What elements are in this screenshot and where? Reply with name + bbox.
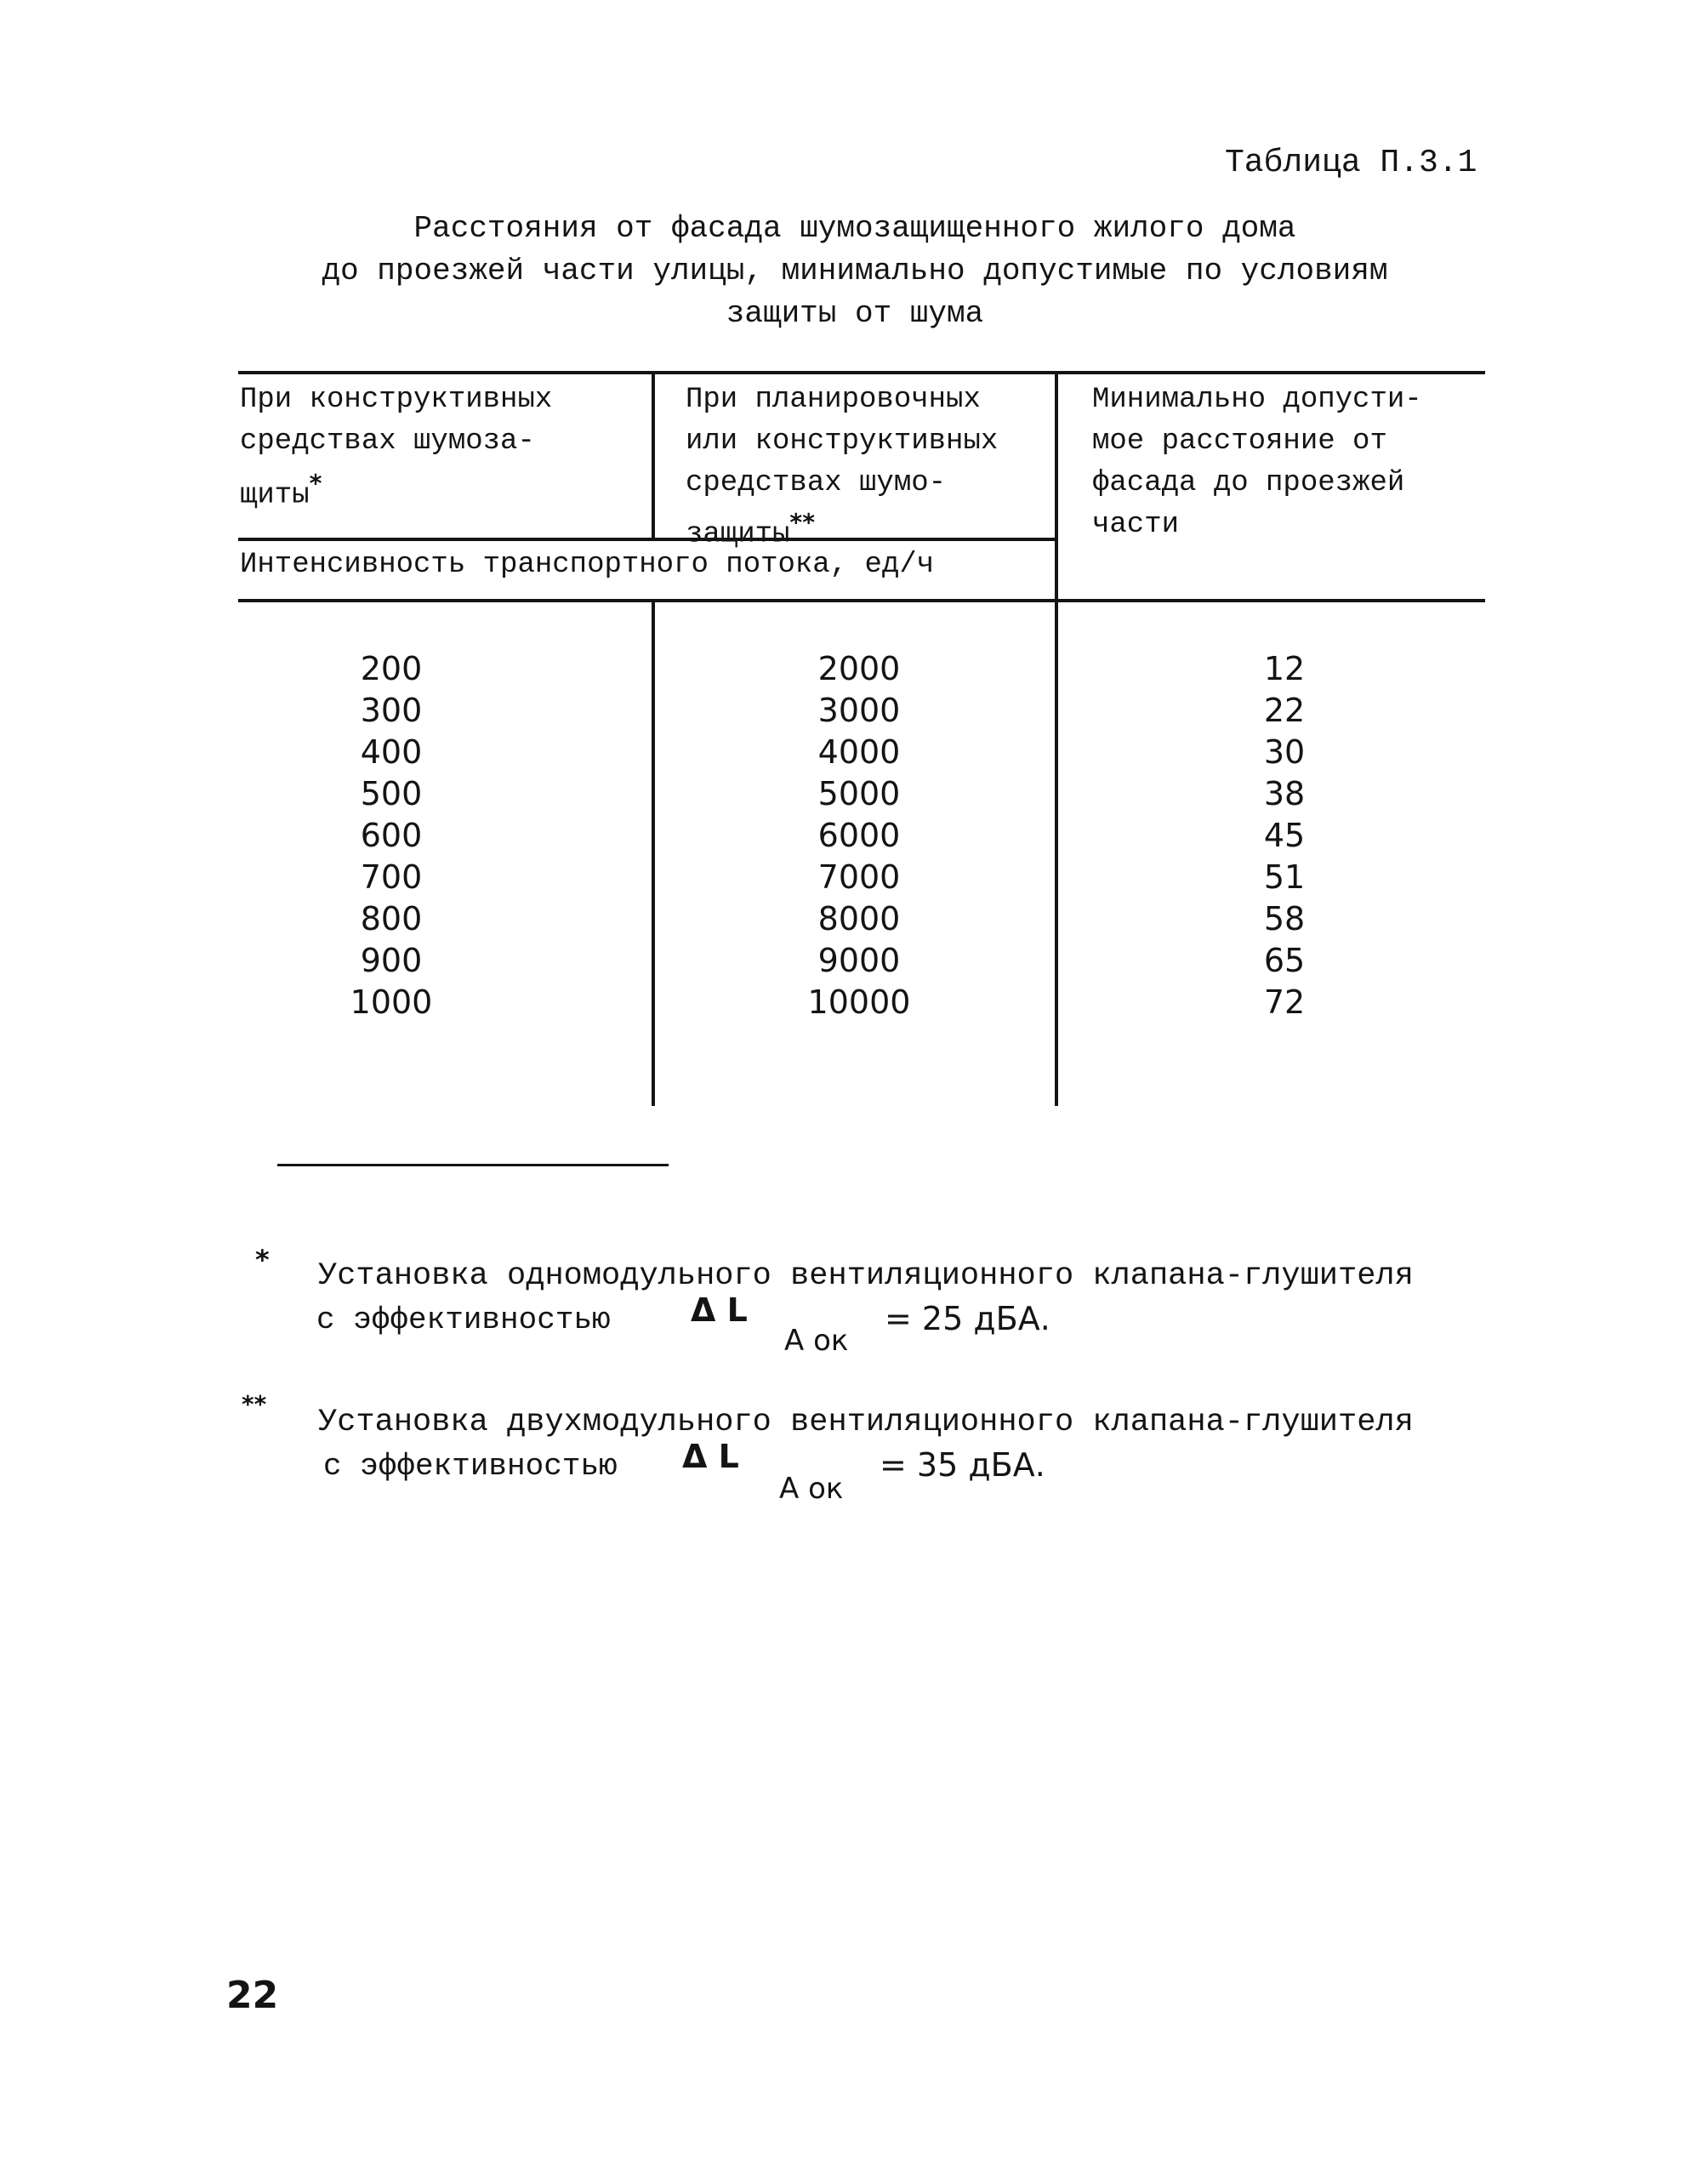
table-cell: 2000	[817, 650, 901, 687]
table-cell: 7000	[817, 858, 901, 896]
table-cell: 12	[1263, 650, 1306, 687]
table-title-line-3: защиты от шума	[726, 296, 984, 331]
table-cell: 45	[1263, 817, 1306, 854]
table-cell: 900	[360, 942, 423, 979]
table-cell: 51	[1263, 858, 1306, 896]
footnote-ref-2: **	[789, 509, 816, 537]
table-cell: 4000	[817, 733, 901, 771]
page-number: 22	[226, 1974, 279, 2017]
table-cell: 22	[1263, 692, 1306, 729]
footnote-1-value: = 25 дБА.	[885, 1300, 1050, 1337]
table-cell: 600	[360, 817, 423, 854]
table-header-bottom-rule	[238, 599, 1485, 602]
col2-header: При планировочных или конструктивных средствах шумо- защиты**	[686, 384, 999, 551]
footnote-2-mark: **	[242, 1390, 267, 1418]
col3-values	[1199, 648, 1369, 1023]
footnote-2-line-1: Установка двухмодульного вентиляционного клапана-глушителя	[318, 1405, 1414, 1440]
footnote-separator	[277, 1164, 669, 1166]
table-title-line-2: до проезжей части улицы, минимально допустимые по условиям	[322, 254, 1388, 288]
table-cell: 400	[360, 733, 423, 771]
table-cell: 58	[1263, 900, 1306, 938]
delta-l-symbol-1: Δ L	[691, 1291, 748, 1329]
table-cell: 65	[1263, 942, 1306, 979]
table-cell: 9000	[817, 942, 901, 979]
table-cell: 700	[360, 858, 423, 896]
table-cell: 300	[360, 692, 423, 729]
col1-header: При конструктивных средствах шумоза- щиты*	[240, 384, 553, 512]
footnote-2-value: = 35 дБА.	[880, 1446, 1045, 1484]
col2-values	[757, 648, 961, 1023]
table-title-line-1: Расстояния от фасада шумозащищенного жилого дома	[413, 211, 1296, 246]
table-top-rule	[238, 371, 1485, 374]
table-cell: 1000	[350, 983, 433, 1021]
table-cell: 8000	[817, 900, 901, 938]
subscript-2: А ок	[779, 1472, 844, 1506]
table-cell: 6000	[817, 817, 901, 854]
table-divider-head-1	[652, 371, 655, 538]
col3-header: Минимально допусти- мое расстояние от фасада до проезжей части	[1092, 384, 1422, 541]
footnote-1-mark: *	[255, 1244, 270, 1276]
table-cell: 5000	[817, 775, 901, 812]
table-cell: 72	[1263, 983, 1306, 1021]
traffic-intensity-subheader: Интенсивность транспортного потока, ед/ч	[240, 549, 935, 581]
table-cell: 3000	[817, 692, 901, 729]
table-divider-2	[1055, 371, 1058, 1106]
table-cell: 500	[360, 775, 423, 812]
footnote-2-prefix: с эффективностью	[323, 1449, 618, 1484]
footnote-1-line-1: Установка одномодульного вентиляционного клапана-глушителя	[318, 1258, 1414, 1294]
delta-l-symbol-2: Δ L	[682, 1438, 739, 1475]
table-cell: 38	[1263, 775, 1306, 812]
subscript-1: А ок	[784, 1324, 849, 1358]
footnote-1-prefix: с эффективностью	[316, 1302, 611, 1337]
table-label: Таблица П.3.1	[1225, 145, 1477, 181]
table-cell: 200	[360, 650, 423, 687]
table-cell: 800	[360, 900, 423, 938]
table-cell: 10000	[807, 983, 911, 1021]
table-divider-body-1	[652, 599, 655, 1106]
table-cell: 30	[1263, 733, 1306, 771]
footnote-ref-1: *	[309, 470, 322, 498]
col1-values	[289, 648, 493, 1023]
